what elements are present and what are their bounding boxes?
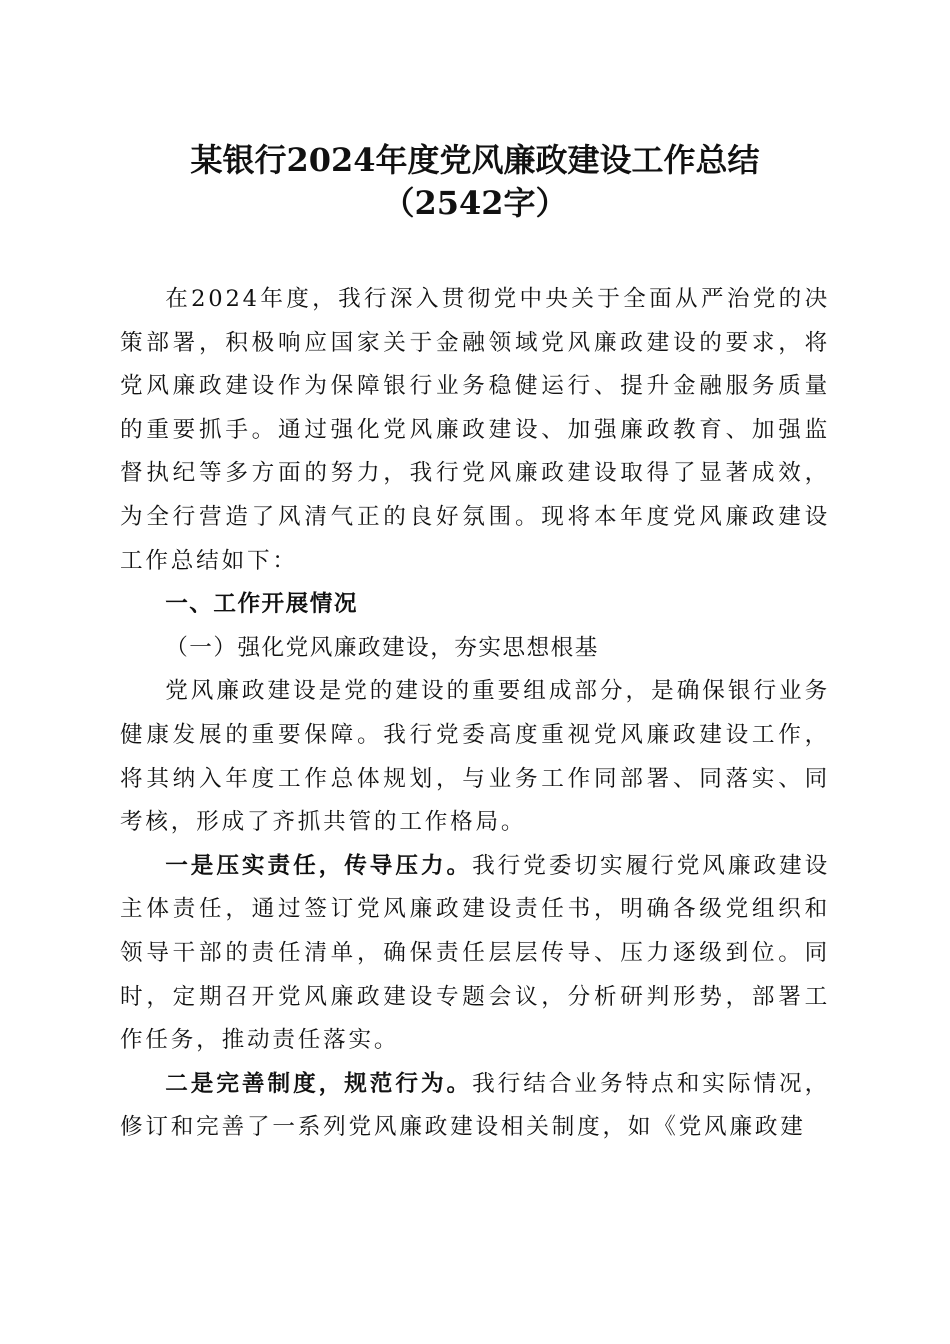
document-body [120, 278, 830, 1150]
subsection-heading: （一）强化党风廉政建设，夯实思想根基 [165, 634, 599, 661]
intro-paragraph: 在2024年度，我行深入贯彻党中央关于全面从严治党的决策部署，积极响应国家关于金融领域党风廉政建设的要求，将党风廉政建设作为保障银行业务稳健运行、提升金融服务质量的重要抓手。通过强化党风廉政建设、加强廉政教育、加强监督执纪等多方面的努力，我行党风廉政建设取得了显著成效，为全行营造了风清气正的良好氛围。现将本年度党风廉政建设工作总结如下： [120, 286, 830, 574]
point-text-2: 我行结合业务特点和实际情况，修订和完善了一系列党风廉政建设相关制度，如《党风廉政建 [120, 1070, 830, 1141]
point-text-1: 我行党委切实履行党风廉政建设主体责任，通过签订党风廉政建设责任书，明确各级党组织和领导干部的责任清单，确保责任层层传导、压力逐级到位。同时，定期召开党风廉政建设专题会议，分析研判形势，部署工作任务，推动责任落实。 [120, 852, 830, 1054]
subsection-paragraph: 党风廉政建设是党的建设的重要组成部分，是确保银行业务健康发展的重要保障。我行党委高度重视党风廉政建设工作，将其纳入年度工作总体规划，与业务工作同部署、同落实、同考核，形成了齐抓共管的工作格局。 [120, 678, 830, 836]
document-subtitle: （2542字） [382, 184, 568, 222]
point-paragraph-2 [120, 1063, 830, 1150]
section-heading: 一、工作开展情况 [165, 591, 358, 618]
point-lead-2: 二是完善制度，规范行为。 [165, 1070, 473, 1097]
point-lead-1: 一是压实责任，传导压力。 [165, 852, 473, 879]
document-title: 某银行2024年度党风廉政建设工作总结 [190, 141, 760, 179]
point-paragraph-1 [120, 845, 830, 1063]
